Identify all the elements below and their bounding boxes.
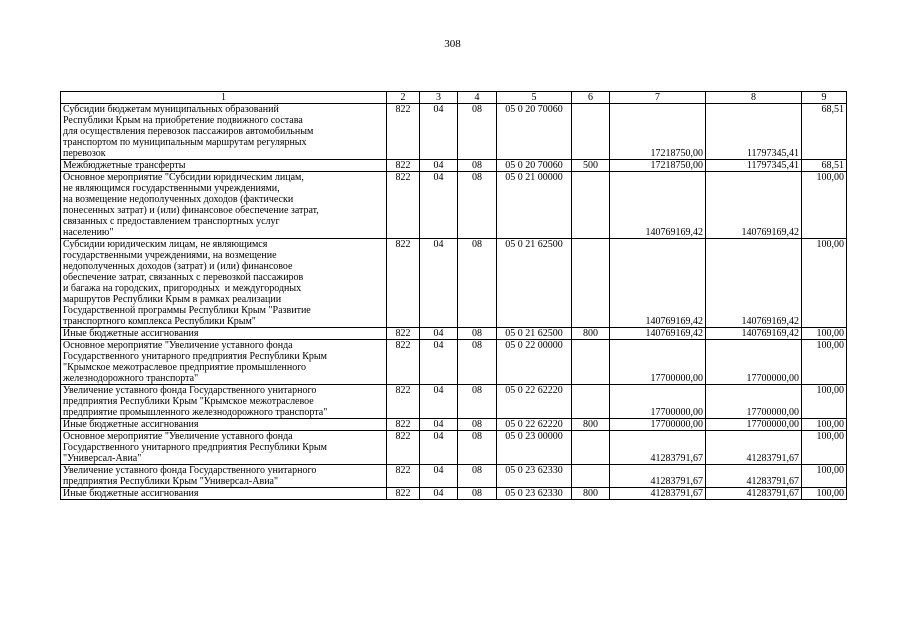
row-target-article-cell: 05 0 21 62500 xyxy=(497,328,572,340)
row-name-cell: Субсидии бюджетам муниципальных образований Республики Крым на приобретение подвижного состава для осуществления перевозок пассажиров автомобильным транспортом по муниципальным маршрутам регулярных перевозок xyxy=(61,104,387,160)
header-cell: 5 xyxy=(497,92,572,104)
row-name-cell: Основное мероприятие "Увеличение уставного фонда Государственного унитарного предприятия Республики Крым "Крымское межотраслевое предприятие промышленного железнодорожного транспорта" xyxy=(61,340,387,385)
row-name-cell: Увеличение уставного фонда Государственного унитарного предприятия Республики Крым "Универсал-Авиа" xyxy=(61,465,387,488)
row-expense-type-cell xyxy=(572,104,610,160)
row-subsection-cell: 08 xyxy=(458,239,497,328)
header-cell: 4 xyxy=(458,92,497,104)
table-row xyxy=(61,340,847,385)
row-percent-cell: 100,00 xyxy=(802,239,847,328)
row-planned-amount-cell: 140769169,42 xyxy=(610,239,706,328)
row-section-cell: 04 xyxy=(420,340,458,385)
row-target-article-cell: 05 0 22 62220 xyxy=(497,385,572,419)
row-planned-amount-cell: 41283791,67 xyxy=(610,488,706,500)
row-planned-amount-cell: 140769169,42 xyxy=(610,328,706,340)
row-code-gl-cell: 822 xyxy=(387,488,420,500)
row-name-cell: Иные бюджетные ассигнования xyxy=(61,328,387,340)
row-planned-amount-cell: 17218750,00 xyxy=(610,160,706,172)
row-planned-amount-cell: 140769169,42 xyxy=(610,172,706,239)
row-code-gl-cell: 822 xyxy=(387,385,420,419)
table-row xyxy=(61,385,847,419)
row-target-article-cell: 05 0 23 62330 xyxy=(497,465,572,488)
row-expense-type-cell xyxy=(572,239,610,328)
row-target-article-cell: 05 0 22 00000 xyxy=(497,340,572,385)
row-expense-type-cell xyxy=(572,465,610,488)
row-target-article-cell: 05 0 22 62220 xyxy=(497,419,572,431)
row-executed-amount-cell: 17700000,00 xyxy=(706,340,802,385)
row-code-gl-cell: 822 xyxy=(387,239,420,328)
row-subsection-cell: 08 xyxy=(458,385,497,419)
row-name-cell: Субсидии юридическим лицам, не являющимся государственными учреждениями, на возмещение недополученных доходов (затрат) и (или) финансовое обеспечение затрат, связанных с перевозкой пассажиров и багажа на городских, пригородных и междугородных маршрутов Республики Крым в рамках реализации Государственной программы Республики Крым "Развитие транспортного комплекса Республики Крым" xyxy=(61,239,387,328)
row-planned-amount-cell: 17700000,00 xyxy=(610,385,706,419)
row-name-cell: Иные бюджетные ассигнования xyxy=(61,419,387,431)
row-expense-type-cell: 800 xyxy=(572,328,610,340)
row-planned-amount-cell: 41283791,67 xyxy=(610,465,706,488)
table-row xyxy=(61,239,847,328)
header-cell: 9 xyxy=(802,92,847,104)
row-planned-amount-cell: 17218750,00 xyxy=(610,104,706,160)
row-executed-amount-cell: 41283791,67 xyxy=(706,465,802,488)
row-name-cell: Межбюджетные трансферты xyxy=(61,160,387,172)
table-row xyxy=(61,104,847,160)
page-number: 308 xyxy=(444,38,461,50)
row-subsection-cell: 08 xyxy=(458,340,497,385)
header-cell: 7 xyxy=(610,92,706,104)
table-row xyxy=(61,172,847,239)
row-section-cell: 04 xyxy=(420,239,458,328)
row-planned-amount-cell: 17700000,00 xyxy=(610,419,706,431)
row-target-article-cell: 05 0 23 00000 xyxy=(497,431,572,465)
row-code-gl-cell: 822 xyxy=(387,160,420,172)
table-row xyxy=(61,160,847,172)
row-subsection-cell: 08 xyxy=(458,160,497,172)
row-executed-amount-cell: 140769169,42 xyxy=(706,239,802,328)
row-section-cell: 04 xyxy=(420,385,458,419)
row-code-gl-cell: 822 xyxy=(387,431,420,465)
row-subsection-cell: 08 xyxy=(458,465,497,488)
row-target-article-cell: 05 0 21 62500 xyxy=(497,239,572,328)
row-name-cell: Основное мероприятие "Субсидии юридическим лицам, не являющимся государственными учреждениями, на возмещение недополученных доходов (фактически понесенных затрат) и (или) финансовое обеспечение затрат, связанных с предоставлением транспортных услуг населению" xyxy=(61,172,387,239)
row-name-cell: Основное мероприятие "Увеличение уставного фонда Государственного унитарного предприятия Республики Крым "Универсал-Авиа" xyxy=(61,431,387,465)
row-section-cell: 04 xyxy=(420,160,458,172)
row-subsection-cell: 08 xyxy=(458,431,497,465)
row-code-gl-cell: 822 xyxy=(387,104,420,160)
row-code-gl-cell: 822 xyxy=(387,419,420,431)
row-percent-cell: 100,00 xyxy=(802,328,847,340)
row-planned-amount-cell: 41283791,67 xyxy=(610,431,706,465)
row-expense-type-cell xyxy=(572,340,610,385)
row-subsection-cell: 08 xyxy=(458,104,497,160)
table-row xyxy=(61,465,847,488)
row-percent-cell: 100,00 xyxy=(802,488,847,500)
row-executed-amount-cell: 11797345,41 xyxy=(706,104,802,160)
row-section-cell: 04 xyxy=(420,104,458,160)
table-row xyxy=(61,488,847,500)
row-section-cell: 04 xyxy=(420,465,458,488)
row-percent-cell: 100,00 xyxy=(802,419,847,431)
row-subsection-cell: 08 xyxy=(458,172,497,239)
row-expense-type-cell xyxy=(572,385,610,419)
row-executed-amount-cell: 17700000,00 xyxy=(706,419,802,431)
row-planned-amount-cell: 17700000,00 xyxy=(610,340,706,385)
header-cell: 2 xyxy=(387,92,420,104)
row-executed-amount-cell: 140769169,42 xyxy=(706,172,802,239)
row-percent-cell: 100,00 xyxy=(802,385,847,419)
row-name-cell: Увеличение уставного фонда Государственного унитарного предприятия Республики Крым "Крымское межотраслевое предприятие промышленного железнодорожного транспорта" xyxy=(61,385,387,419)
row-percent-cell: 68,51 xyxy=(802,104,847,160)
row-executed-amount-cell: 11797345,41 xyxy=(706,160,802,172)
row-expense-type-cell xyxy=(572,172,610,239)
row-section-cell: 04 xyxy=(420,488,458,500)
row-percent-cell: 68,51 xyxy=(802,160,847,172)
row-executed-amount-cell: 41283791,67 xyxy=(706,431,802,465)
row-section-cell: 04 xyxy=(420,419,458,431)
header-cell: 1 xyxy=(61,92,387,104)
row-subsection-cell: 08 xyxy=(458,328,497,340)
row-name-cell: Иные бюджетные ассигнования xyxy=(61,488,387,500)
budget-table xyxy=(60,91,847,500)
row-expense-type-cell: 500 xyxy=(572,160,610,172)
row-percent-cell: 100,00 xyxy=(802,431,847,465)
table-row xyxy=(61,419,847,431)
table-header-row xyxy=(61,92,847,104)
row-code-gl-cell: 822 xyxy=(387,328,420,340)
row-subsection-cell: 08 xyxy=(458,419,497,431)
row-percent-cell: 100,00 xyxy=(802,465,847,488)
header-cell: 8 xyxy=(706,92,802,104)
row-target-article-cell: 05 0 20 70060 xyxy=(497,160,572,172)
row-target-article-cell: 05 0 20 70060 xyxy=(497,104,572,160)
row-section-cell: 04 xyxy=(420,172,458,239)
header-cell: 6 xyxy=(572,92,610,104)
row-percent-cell: 100,00 xyxy=(802,172,847,239)
header-cell: 3 xyxy=(420,92,458,104)
row-executed-amount-cell: 41283791,67 xyxy=(706,488,802,500)
row-code-gl-cell: 822 xyxy=(387,172,420,239)
table-row xyxy=(61,328,847,340)
row-target-article-cell: 05 0 23 62330 xyxy=(497,488,572,500)
row-target-article-cell: 05 0 21 00000 xyxy=(497,172,572,239)
row-expense-type-cell xyxy=(572,431,610,465)
row-expense-type-cell: 800 xyxy=(572,419,610,431)
row-section-cell: 04 xyxy=(420,328,458,340)
row-executed-amount-cell: 17700000,00 xyxy=(706,385,802,419)
table-row xyxy=(61,431,847,465)
row-expense-type-cell: 800 xyxy=(572,488,610,500)
row-percent-cell: 100,00 xyxy=(802,340,847,385)
row-executed-amount-cell: 140769169,42 xyxy=(706,328,802,340)
row-subsection-cell: 08 xyxy=(458,488,497,500)
row-code-gl-cell: 822 xyxy=(387,465,420,488)
row-section-cell: 04 xyxy=(420,431,458,465)
row-code-gl-cell: 822 xyxy=(387,340,420,385)
